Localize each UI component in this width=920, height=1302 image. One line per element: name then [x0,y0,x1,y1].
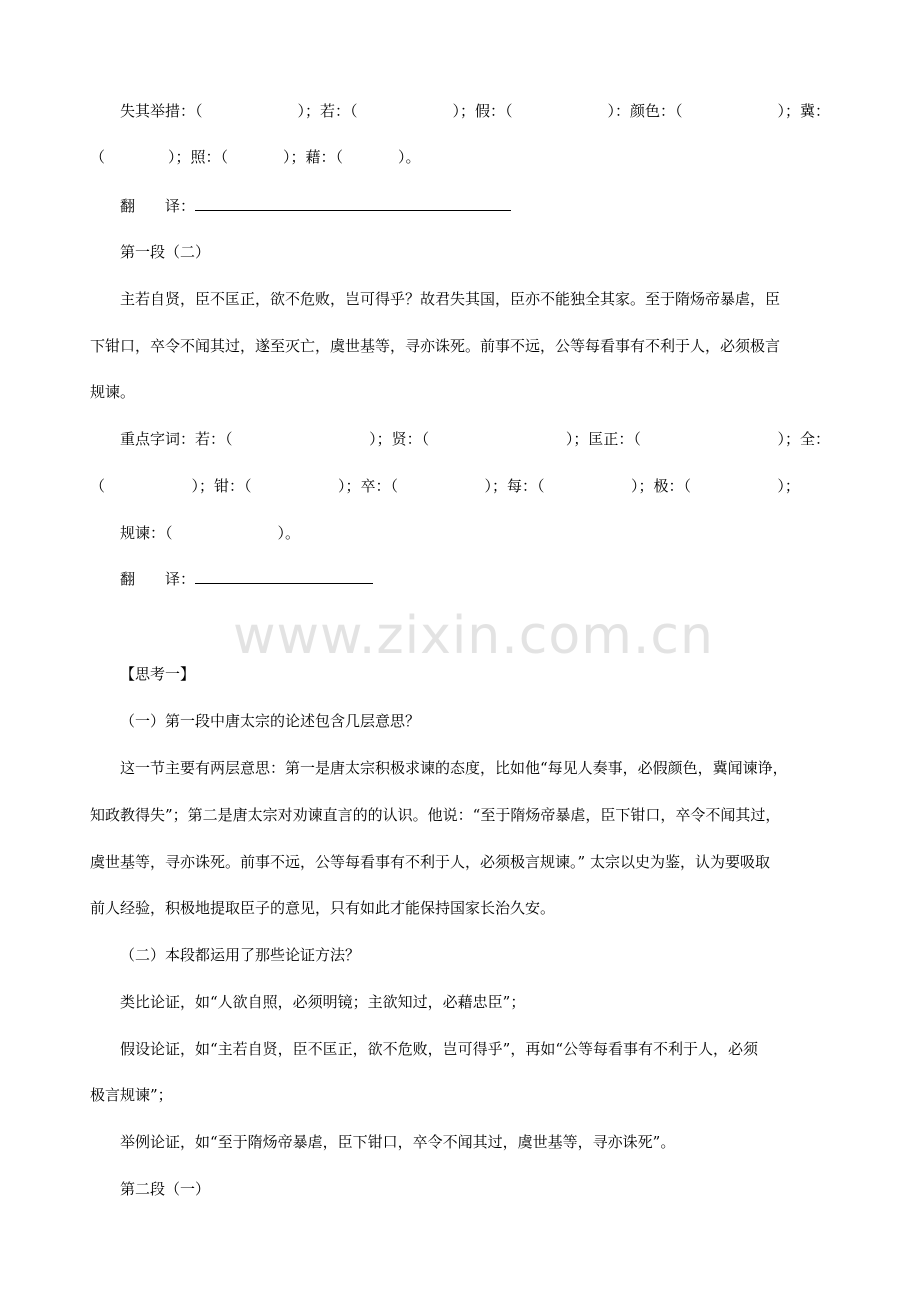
fill-text: ）；每：（ [484,477,545,495]
answer-line [195,196,511,211]
answer-line [195,569,373,584]
answer-line-text: 这一节主要有两层意思：第一是唐太宗积极求谏的态度，比如他“每见人奏事，必假颜色，冀闻谏诤， [120,759,788,777]
translate-row-2 [120,569,373,589]
fill-row-2 [90,147,421,167]
keyword-row-3: 规谏：（ ）。 [120,524,301,542]
fill-text: ）；全： [777,430,830,448]
translate-row-1 [120,196,511,216]
fill-text: 重点字词：若：（ [120,430,233,448]
fill-text: ）；假：（ [452,102,513,120]
fill-text: 失其举措：（ [120,102,203,120]
fill-text: （ [90,477,106,495]
answer-line-text: 极言规谏”； [90,1086,173,1104]
answer-line-text: 前人经验，积极地提取臣子的意见，只有如此才能保持国家长治久安。 [90,899,556,917]
fill-text: ）；贤：（ [369,430,430,448]
fill-text: ）；卒：（ [337,477,398,495]
answer-line-text: 举例论证，如“至于隋炀帝暴虐，臣下钳口，卒令不闻其过，虞世基等，寻亦诛死”。 [120,1133,676,1151]
passage-line: 下钳口，卒令不闻其过，遂至灭亡，虞世基等，寻亦诛死。前事不远，公等每看事有不利于人，必须极言 [90,337,781,355]
translate-label: 翻 译： [120,570,196,588]
answer-line-text: 知政教得失”；第二是唐太宗对劝谏直言的的认识。他说：“至于隋炀帝暴虐，臣下钳口，卒令不闻其过， [90,806,781,824]
fill-text: ）；钳：（ [191,477,252,495]
fill-text: ）；照：（ [168,148,229,166]
section-heading: 第一段（二） [120,243,211,261]
fill-row-1 [120,101,830,121]
fill-text: ）；藉：（ [283,148,344,166]
keyword-row-2 [90,476,800,496]
fill-text: ）；冀： [777,102,830,120]
think-title: 【思考一】 [120,665,196,683]
fill-text: ）：颜色：（ [607,102,683,120]
translate-label: 翻 译： [120,197,196,215]
keyword-row-1 [120,429,830,449]
answer-line-text: 假设论证，如“主若自贤，臣不匡正，欲不危败，岂可得乎”，再如“公等每看事有不利于人，必须 [120,1040,759,1058]
question: （一）第一段中唐太宗的论述包含几层意思？ [120,712,421,730]
fill-text: ）；极：（ [630,477,691,495]
fill-text: ）；匡正：（ [565,430,641,448]
section-heading: 第二段（一） [120,1180,211,1198]
fill-text: ）；若：（ [297,102,358,120]
passage-line: 规谏。 [90,383,136,401]
fill-text: （ [90,148,106,166]
passage-line: 主若自贤，臣不匡正，欲不危败，岂可得乎？故君失其国，臣亦不能独全其家。至于隋炀帝暴虐，臣 [120,290,781,308]
answer-line-text: 类比论证，如“人欲自照，必须明镜；主欲知过，必藉忠臣”； [120,993,526,1011]
fill-text: ）。 [398,148,421,166]
answer-line-text: 虞世基等，寻亦诛死。前事不远，公等每看事有不利于人，必须极言规谏。” 太宗以史为鉴，认为要吸取 [90,853,770,871]
question: （二）本段都运用了那些论证方法？ [120,946,361,964]
watermark: www.zixin.com.cn [233,606,714,666]
fill-text: ）； [777,477,800,495]
